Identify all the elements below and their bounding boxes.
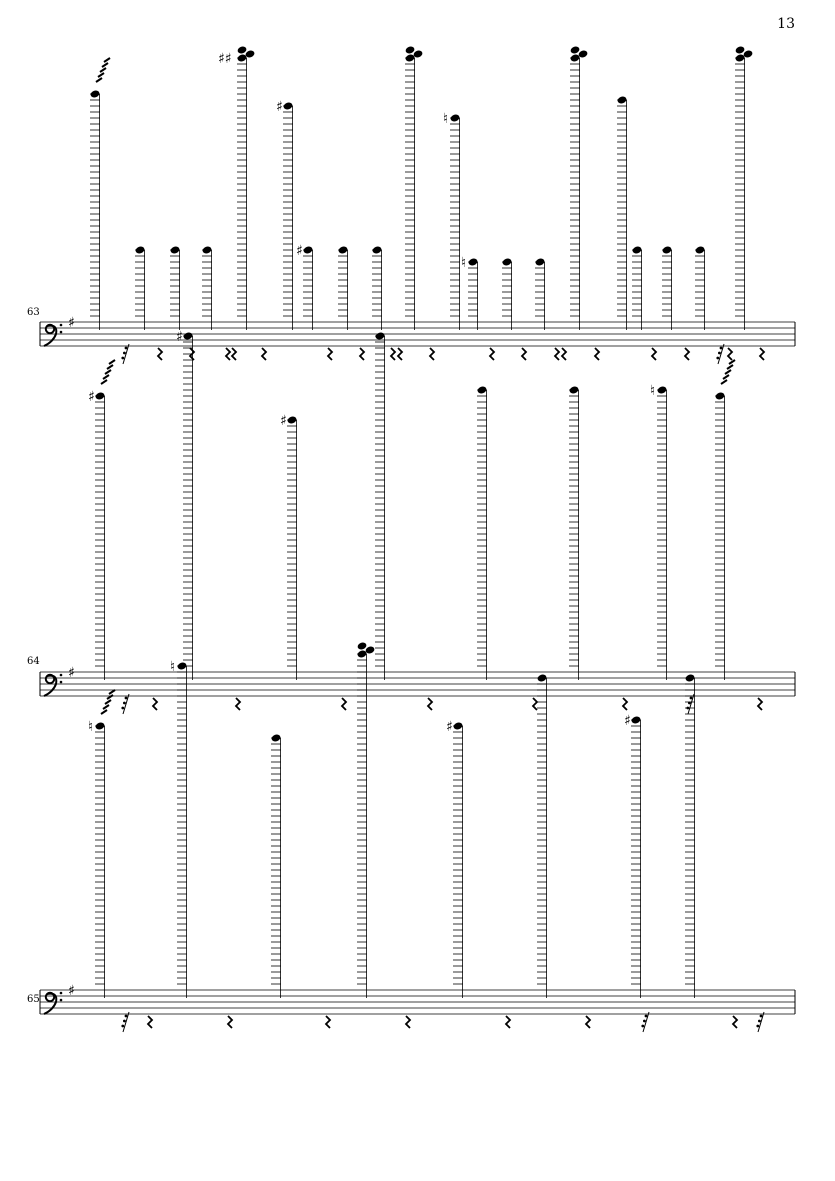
- sharp-icon: ♯: [280, 413, 287, 429]
- sixteenth-rest-icon: [756, 1012, 764, 1032]
- quarter-rest-icon: [760, 348, 764, 360]
- quarter-rest-icon: [728, 348, 732, 360]
- note: [88, 690, 115, 998]
- quarter-rest-icon: [490, 348, 494, 360]
- natural-icon: ♮: [443, 111, 449, 127]
- sharp-icon: ♯: [624, 713, 631, 729]
- quarter-rest-icon: [226, 348, 230, 360]
- sharp-icon: ♯: [296, 243, 303, 259]
- note: [443, 111, 460, 330]
- note: [662, 245, 673, 330]
- note: [570, 45, 589, 330]
- note: [176, 329, 193, 680]
- measure-number-64: 64: [27, 656, 40, 667]
- page-number: 13: [777, 16, 795, 32]
- quarter-rest-icon: [398, 348, 402, 360]
- system-2: [0, 329, 835, 740]
- note: [280, 413, 297, 680]
- tremolo-icon: [101, 360, 115, 384]
- note: [535, 257, 546, 330]
- sharp-icon: ♯: [276, 99, 283, 115]
- quarter-rest-icon: [158, 348, 162, 360]
- quarter-rest-icon: [360, 348, 364, 360]
- note: [170, 659, 187, 998]
- note: [202, 245, 213, 330]
- note: [735, 45, 754, 330]
- quarter-rest-icon: [391, 348, 395, 360]
- quarter-rest-icon: [228, 1016, 232, 1028]
- note: [170, 245, 181, 330]
- sharp-icon: ♯: [88, 389, 95, 405]
- quarter-rest-icon: [232, 348, 236, 360]
- note: [90, 58, 110, 330]
- quarter-rest-icon: [406, 1016, 410, 1028]
- bass-clef-icon: [44, 992, 62, 1014]
- note: [537, 673, 548, 998]
- sharp-icon: ♯: [176, 329, 183, 345]
- key-signature-sharp-icon: ♯: [68, 665, 75, 681]
- quarter-rest-icon: [262, 348, 266, 360]
- note: [135, 245, 146, 330]
- sharp-icon: ♯♯: [218, 51, 232, 67]
- note: [88, 360, 115, 680]
- quarter-rest-icon: [685, 348, 689, 360]
- sharp-icon: ♯: [446, 719, 453, 735]
- note: [296, 243, 313, 330]
- natural-icon: ♮: [88, 719, 94, 735]
- quarter-rest-icon: [506, 1016, 510, 1028]
- note: [617, 95, 628, 330]
- measure-number-63: 63: [27, 307, 40, 318]
- note: [375, 331, 386, 680]
- note: [372, 245, 383, 330]
- note: [569, 385, 580, 680]
- key-signature-sharp-icon: ♯: [68, 983, 75, 999]
- bass-clef-icon: [44, 674, 62, 696]
- quarter-rest-icon: [595, 348, 599, 360]
- quarter-rest-icon: [555, 348, 559, 360]
- natural-icon: ♮: [461, 255, 467, 271]
- note: [477, 385, 488, 680]
- note: [632, 245, 643, 330]
- quarter-rest-icon: [326, 1016, 330, 1028]
- quarter-rest-icon: [562, 348, 566, 360]
- natural-icon: ♮: [170, 659, 176, 675]
- note: [218, 45, 255, 330]
- quarter-rest-icon: [430, 348, 434, 360]
- key-signature-sharp-icon: ♯: [68, 315, 75, 331]
- system-1: [0, 0, 835, 380]
- tremolo-icon: [721, 360, 735, 384]
- note: [650, 383, 667, 680]
- measure-number-65: 65: [27, 994, 40, 1005]
- natural-icon: ♮: [650, 383, 656, 399]
- note: [502, 257, 513, 330]
- quarter-rest-icon: [652, 348, 656, 360]
- note: [405, 45, 424, 330]
- note: [338, 245, 349, 330]
- sixteenth-rest-icon: [641, 1012, 649, 1032]
- note: [715, 360, 735, 680]
- quarter-rest-icon: [586, 1016, 590, 1028]
- sixteenth-rest-icon: [121, 1012, 129, 1032]
- quarter-rest-icon: [522, 348, 526, 360]
- note: [695, 245, 706, 330]
- note: [685, 673, 696, 998]
- quarter-rest-icon: [733, 1016, 737, 1028]
- note: [276, 99, 293, 330]
- tremolo-icon: [96, 58, 110, 82]
- quarter-rest-icon: [328, 348, 332, 360]
- note: [624, 713, 641, 998]
- bass-clef-icon: [44, 324, 62, 346]
- quarter-rest-icon: [148, 1016, 152, 1028]
- note: [461, 255, 478, 330]
- note: [271, 733, 282, 998]
- note: [446, 719, 463, 998]
